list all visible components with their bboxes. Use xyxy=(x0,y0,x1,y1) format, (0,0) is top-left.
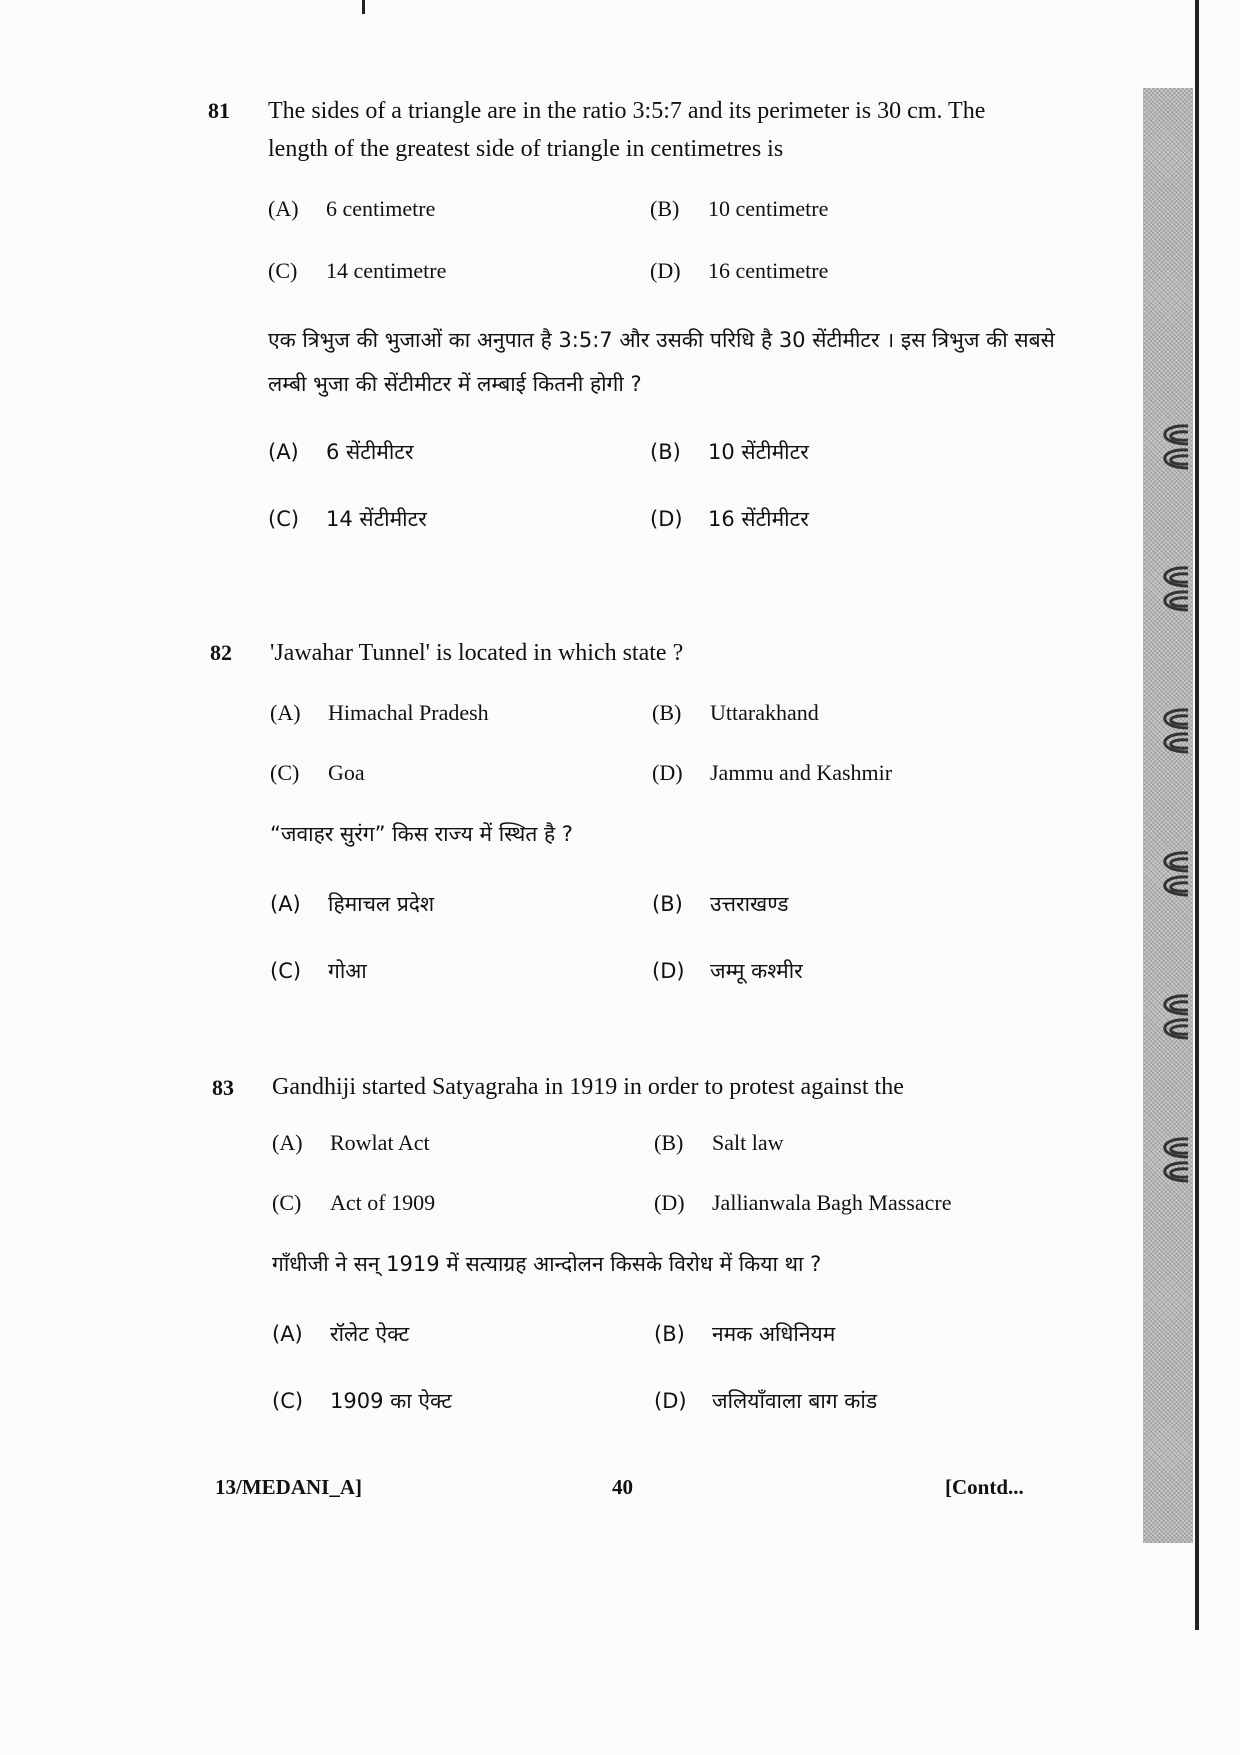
question-text-hi: “जवाहर सुरंग” किस राज्य में स्थित है ? xyxy=(270,822,573,846)
paper-code: 13/MEDANI_A] xyxy=(215,1475,362,1499)
option-a-hi xyxy=(272,1320,409,1348)
option-key: (B) xyxy=(652,892,683,916)
question-text-en: Gandhiji started Satyagraha in 1919 in order to protest against the xyxy=(272,1074,904,1100)
question-number: 81 xyxy=(208,98,230,123)
option-b-hi xyxy=(650,438,809,466)
option-key: (D) xyxy=(652,959,685,983)
continued-note: [Contd... xyxy=(945,1475,1024,1499)
option-text: Salt law xyxy=(712,1130,784,1155)
option-b-hi xyxy=(652,890,788,918)
option-key: (A) xyxy=(272,1322,303,1346)
option-text: 16 centimetre xyxy=(708,258,829,283)
question-number: 83 xyxy=(212,1075,234,1100)
option-text: Rowlat Act xyxy=(330,1130,430,1155)
option-text: रॉलेट ऐक्ट xyxy=(330,1322,410,1346)
option-b-en xyxy=(652,700,819,726)
option-d-en xyxy=(654,1190,951,1216)
binding-ring-icon xyxy=(1148,702,1192,758)
option-d-hi xyxy=(654,1387,877,1415)
option-key: (C) xyxy=(268,258,298,283)
option-c-hi xyxy=(270,957,367,985)
option-a-hi xyxy=(270,890,434,918)
option-d-en xyxy=(652,760,892,786)
option-text: उत्तराखण्ड xyxy=(710,892,789,916)
option-key: (D) xyxy=(654,1389,687,1413)
option-text: Goa xyxy=(328,760,365,785)
binding-ring-icon xyxy=(1148,560,1192,616)
option-d-en xyxy=(650,258,828,284)
option-key: (B) xyxy=(654,1322,685,1346)
option-c-en xyxy=(270,760,365,786)
question-text-en: The sides of a triangle are in the ratio 3:5:7 and its perimeter is 30 cm. The length of the greatest side of triangle in centimetres is xyxy=(268,98,986,162)
option-key: (D) xyxy=(650,507,683,531)
option-key: (A) xyxy=(268,440,299,464)
option-key: (C) xyxy=(272,1190,302,1215)
option-c-en xyxy=(268,258,446,284)
option-a-en xyxy=(270,700,489,726)
binding-edge xyxy=(1195,0,1199,1630)
scan-mark xyxy=(362,0,365,14)
option-a-en xyxy=(268,196,435,222)
option-key: (C) xyxy=(272,1389,304,1413)
binding-ring-icon xyxy=(1148,1131,1192,1187)
option-text: Uttarakhand xyxy=(710,700,819,725)
option-key: (B) xyxy=(654,1130,684,1155)
option-key: (D) xyxy=(652,760,683,785)
binding-ring-icon xyxy=(1148,845,1192,901)
option-key: (B) xyxy=(650,196,680,221)
option-text: 16 सेंटीमीटर xyxy=(708,507,809,531)
option-b-en xyxy=(650,196,828,222)
option-key: (C) xyxy=(268,507,300,531)
binding-ring-icon xyxy=(1148,988,1192,1044)
question-text-hi: एक त्रिभुज की भुजाओं का अनुपात है 3:5:7 और उसकी परिधि है 30 सेंटीमीटर । इस त्रिभुज की सबसे लम्बी भुजा की सेंटीमीटर में लम्बाई कितनी होगी ? xyxy=(268,328,1055,396)
option-text: 14 सेंटीमीटर xyxy=(326,507,427,531)
option-text: 1909 का ऐक्ट xyxy=(330,1389,453,1413)
option-key: (D) xyxy=(650,258,681,283)
option-c-hi xyxy=(268,505,427,533)
option-text: 6 centimetre xyxy=(326,196,436,221)
binding-ring-icon xyxy=(1148,418,1192,474)
option-key: (D) xyxy=(654,1190,685,1215)
option-text: 10 सेंटीमीटर xyxy=(708,440,809,464)
option-a-en xyxy=(272,1130,430,1156)
option-key: (A) xyxy=(270,892,301,916)
option-key: (B) xyxy=(652,700,682,725)
option-text: 10 centimetre xyxy=(708,196,829,221)
option-text: Act of 1909 xyxy=(330,1190,436,1215)
option-text: 6 सेंटीमीटर xyxy=(326,440,414,464)
option-text: नमक अधिनियम xyxy=(712,1322,836,1346)
option-text: 14 centimetre xyxy=(326,258,447,283)
question-number: 82 xyxy=(210,640,232,665)
option-c-en xyxy=(272,1190,435,1216)
option-d-hi xyxy=(650,505,809,533)
option-key: (A) xyxy=(270,700,301,725)
option-key: (A) xyxy=(268,196,299,221)
option-a-hi xyxy=(268,438,413,466)
option-text: गोआ xyxy=(328,959,367,983)
option-key: (C) xyxy=(270,959,302,983)
option-key: (A) xyxy=(272,1130,303,1155)
option-text: Jallianwala Bagh Massacre xyxy=(712,1190,952,1215)
option-key: (C) xyxy=(270,760,300,785)
option-b-en xyxy=(654,1130,784,1156)
option-key: (B) xyxy=(650,440,681,464)
option-d-hi xyxy=(652,957,803,985)
option-c-hi xyxy=(272,1387,452,1415)
option-text: Himachal Pradesh xyxy=(328,700,489,725)
option-text: जम्मू कश्मीर xyxy=(710,959,803,983)
question-text-en: 'Jawahar Tunnel' is located in which state ? xyxy=(270,640,684,666)
option-text: Jammu and Kashmir xyxy=(710,760,893,785)
page-number: 40 xyxy=(612,1475,633,1499)
option-text: जलियाँवाला बाग कांड xyxy=(712,1389,878,1413)
option-b-hi xyxy=(654,1320,835,1348)
question-text-hi: गाँधीजी ने सन् 1919 में सत्याग्रह आन्दोलन किसके विरोध में किया था ? xyxy=(272,1252,822,1276)
option-text: हिमाचल प्रदेश xyxy=(328,892,435,916)
binding-strip xyxy=(1143,88,1193,1543)
